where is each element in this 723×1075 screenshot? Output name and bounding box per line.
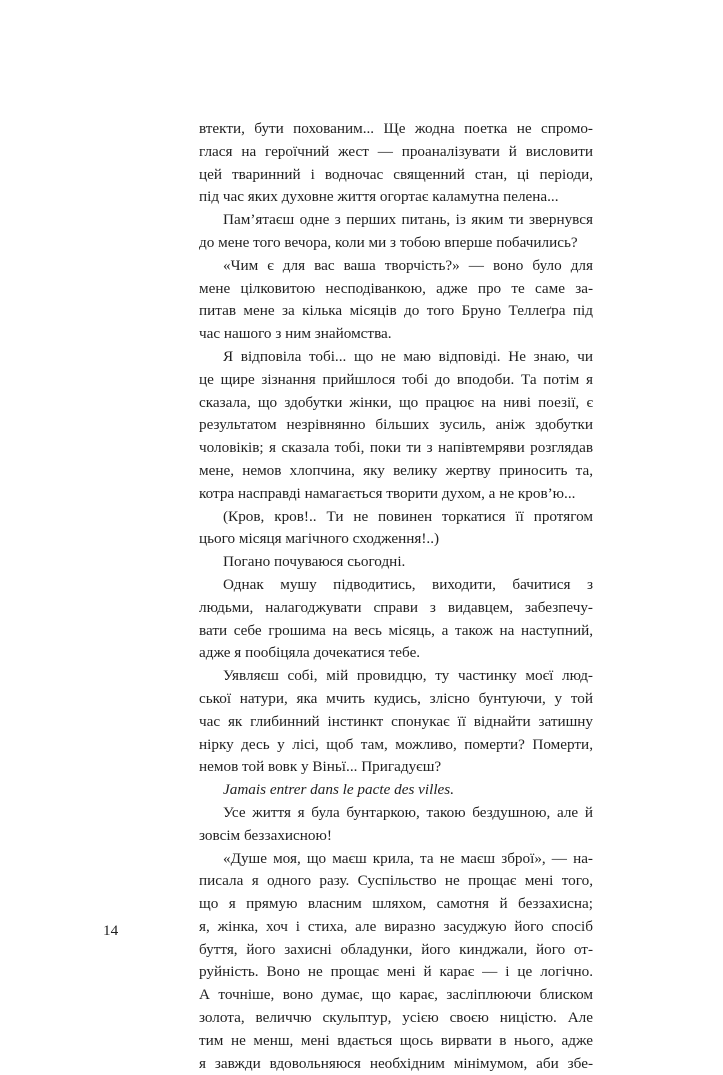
text-line: золота, величчю скульптур, усією своєю ницістю. Але: [199, 1009, 593, 1027]
text-line: сказала, що здобутки жінки, що працює на ниві поезії, є: [199, 393, 593, 411]
text-line: А точніше, воно думає, що карає, засліплюючи блиском: [199, 986, 593, 1004]
text-line: мене цілковитою несподіванкою, адже про те саме за-: [199, 279, 593, 297]
text-line: тим не менш, мені вдається щось вирвати в нього, адже: [199, 1031, 593, 1049]
text-line: буття, його захисні обладунки, його кинджали, його от-: [199, 940, 593, 958]
text-line: адже я пообіцяла дочекатися тебе.: [199, 644, 421, 662]
text-line: цей тваринний і водночас священний стан, ці періоди,: [199, 165, 593, 183]
page-number: 14: [103, 922, 119, 939]
text-line: до мене того вечора, коли ми з тобою вперше побачились?: [199, 233, 578, 251]
text-line: я, жінка, хоч і стиха, але виразно засуджую його спосіб: [199, 917, 593, 935]
text-line: Пам’ятаєш одне з перших питань, із яким ти звернувся: [223, 211, 593, 229]
text-line: втекти, бути похованим... Ще жодна поетка не спромо-: [199, 120, 593, 137]
text-line: я завжди вдовольняюся необхідним мінімумом, аби збе-: [199, 1054, 593, 1072]
text-line: «Чим є для вас ваша творчість?» — воно було для: [223, 256, 593, 274]
text-line: писала я одного разу. Суспільство не прощає мені того,: [199, 872, 593, 890]
text-line: Погано почуваюся сьогодні.: [223, 553, 406, 571]
text-line: Jamais entrer dans le pacte des villes.: [223, 781, 454, 799]
text-line: людьми, налагоджувати справи з видавцем, забезпечу-: [199, 598, 593, 616]
text-line: що я прямую власним шляхом, самотня й беззахисна;: [199, 895, 593, 913]
text-line: Однак мушу підводитись, виходити, бачитися з: [223, 575, 593, 593]
text-line: час як глибинний інстинкт спонукає її віднайти затишну: [199, 712, 593, 730]
text-line: мене, немов хлопчина, яку велику жертву приносить та,: [199, 461, 593, 479]
text-line: це щире зізнання прийшлося тобі до вподоби. Та потім я: [199, 370, 593, 388]
text-line: зовсім беззахисною!: [199, 826, 332, 844]
text-line: котра насправді намагається творити духом, а не кров’ю...: [199, 484, 576, 502]
text-line: вати себе грошима на весь місяць, а також на наступний,: [199, 621, 593, 639]
text-line: (Кров, кров!.. Ти не повинен торкатися її протягом: [223, 507, 593, 525]
text-line: цього місяця магічного сходження!..): [199, 530, 440, 548]
text-line: немов той вовк у Віньї... Пригадуєш?: [199, 758, 442, 776]
body-text: [199, 118, 593, 1075]
text-line: питав мене за кілька місяців до того Бруно Теллеґра під: [199, 302, 593, 320]
text-line: Усе життя я була бунтаркою, такою бездушною, але й: [223, 803, 593, 821]
text-line: чоловіків; я сказала тобі, поки ти з напівтемряви розглядав: [199, 439, 593, 457]
text-line: Я відповіла тобі... що не маю відповіді. Не знаю, чи: [223, 347, 593, 365]
text-line: нірку десь у лісі, щоб там, можливо, померти? Померти,: [199, 735, 593, 753]
text-line: результатом незрівнянно більших зусиль, аніж здобутки: [199, 416, 593, 434]
text-line: «Душе моя, що маєш крила, та не маєш зброї», — на-: [223, 849, 593, 867]
text-line: глася на героїчний жест — проаналізувати й висловити: [199, 142, 593, 160]
text-line: ської натури, яка мчить кудись, злісно бунтуючи, у той: [199, 689, 593, 707]
text-line: Уявляєш собі, мій провидцю, ту частинку моєї люд-: [223, 667, 593, 685]
text-line: час нашого з ним знайомства.: [199, 325, 392, 343]
text-line: руйність. Воно не прощає мені й карає — і це логічно.: [199, 963, 593, 981]
text-line: під час яких духовне життя огортає каламутна пелена...: [199, 188, 559, 206]
